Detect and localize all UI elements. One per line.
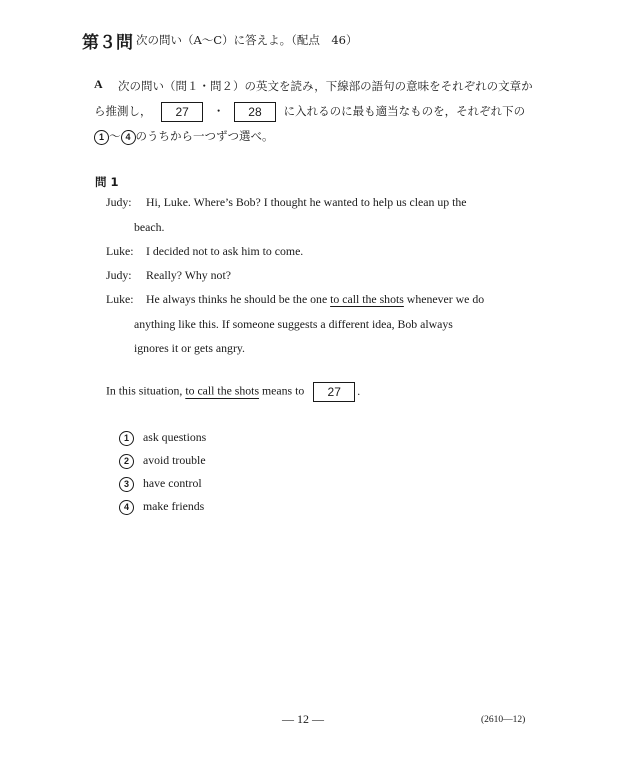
instruction-line-2 bbox=[94, 102, 525, 122]
underlined-phrase: to call the shots bbox=[185, 383, 260, 398]
option-4 bbox=[119, 499, 204, 515]
dialogue-line: Really? Why not? bbox=[146, 268, 231, 282]
instruction-line-2-suffix: に入れるのに最も適当なものを，それぞれ下の bbox=[283, 104, 526, 118]
option-number: 1 bbox=[119, 431, 134, 446]
part-letter: A bbox=[94, 77, 103, 91]
option-text: ask questions bbox=[143, 430, 207, 444]
option-text: make friends bbox=[143, 499, 205, 513]
dialogue-speaker: Judy: bbox=[106, 268, 132, 282]
option-text: avoid trouble bbox=[143, 453, 206, 467]
option-number: 3 bbox=[119, 477, 134, 492]
prompt-text: means to bbox=[259, 383, 305, 398]
option-number: 2 bbox=[119, 454, 134, 469]
dialogue-line: I decided not to ask him to come. bbox=[146, 244, 304, 258]
answer-box-28: 28 bbox=[234, 102, 276, 122]
box-separator: ・ bbox=[212, 104, 225, 118]
section-title: 第３問 bbox=[82, 33, 133, 53]
instruction-line-1: 次の問い（問１・問２）の英文を読み，下線部の語句の意味をそれぞれの文章か bbox=[118, 79, 533, 93]
dialogue-line: ignores it or gets angry. bbox=[134, 341, 245, 355]
exam-code: (2610—12) bbox=[481, 715, 526, 725]
instruction-line-3 bbox=[94, 128, 274, 145]
dialogue-line bbox=[146, 292, 484, 307]
dialogue-line: Hi, Luke. Where’s Bob? I thought he wanted to help us clean up the bbox=[146, 195, 467, 209]
option-2 bbox=[119, 453, 206, 469]
question-heading: 問 1 bbox=[95, 175, 119, 189]
underlined-phrase: to call the shots bbox=[330, 292, 404, 306]
dialogue-line: beach. bbox=[134, 220, 165, 234]
choice-first-number: 1 bbox=[94, 130, 109, 145]
page-number: — 12 — bbox=[282, 712, 324, 726]
dialogue-text: He always thinks he should be the one bbox=[146, 292, 331, 306]
prompt-text: In this situation, bbox=[106, 383, 186, 398]
dialogue-speaker: Judy: bbox=[106, 195, 132, 209]
answer-box-27: 27 bbox=[161, 102, 203, 122]
dialogue-text: whenever we do bbox=[403, 292, 485, 306]
answer-box-27: 27 bbox=[313, 382, 355, 402]
option-3 bbox=[119, 476, 202, 492]
dialogue-speaker: Luke: bbox=[106, 292, 134, 306]
option-1 bbox=[119, 430, 206, 446]
choice-range-separator: ～ bbox=[109, 129, 121, 143]
option-text: have control bbox=[143, 476, 202, 490]
choice-last-number: 4 bbox=[121, 130, 136, 145]
dialogue-speaker: Luke: bbox=[106, 244, 134, 258]
instruction-line-2-prefix: ら推測し， bbox=[94, 104, 152, 118]
dialogue-line: anything like this. If someone suggests a different idea, Bob always bbox=[134, 317, 453, 331]
option-number: 4 bbox=[119, 500, 134, 515]
question-prompt bbox=[106, 382, 360, 402]
section-instruction: 次の問い（A～C）に答えよ。（配点 46） bbox=[136, 33, 358, 47]
prompt-period: . bbox=[357, 383, 361, 398]
instruction-line-3-suffix: のうちから一つずつ選べ。 bbox=[135, 129, 274, 143]
